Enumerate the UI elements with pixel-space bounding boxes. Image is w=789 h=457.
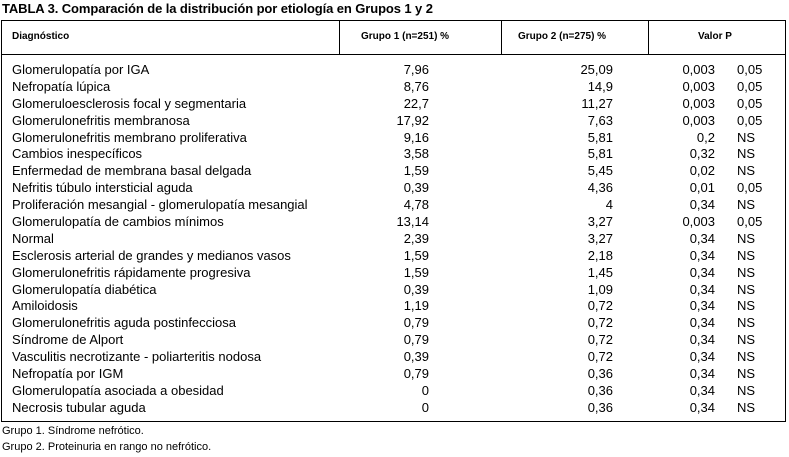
cell-valor-p: 0,34 [689,264,715,280]
cell-valor-p: 0,34 [689,281,715,297]
cell-grupo2: 0,72 [587,349,613,365]
cell-diagnostico: Vasculitis necrotizante - poliarteritis nodosa [12,349,262,365]
cell-diagnostico: Esclerosis arterial de grandes y medianos vasos [12,247,291,263]
cell-diagnostico: Proliferación mesangial - glomerulopatía mesangial [12,197,308,213]
table-row [2,298,785,315]
table-row [2,96,785,113]
cell-diagnostico: Glomeruloesclerosis focal y segmentaria [12,95,247,111]
cell-grupo1: 0,39 [403,180,429,196]
cell-grupo1: 0 [421,399,429,415]
cell-valor-p: 0,34 [689,349,715,365]
cell-diagnostico: Necrosis tubular aguda [12,399,146,415]
table-row [2,146,785,163]
table-row [2,197,785,214]
table-row [2,282,785,299]
cell-significancia: NS [737,197,756,213]
cell-significancia: NS [737,230,756,246]
cell-grupo1: 0,79 [403,315,429,331]
column-divider [501,21,502,55]
cell-grupo1: 1,59 [403,264,429,280]
cell-grupo1: 0 [421,382,429,398]
cell-grupo2: 0,72 [587,332,613,348]
cell-significancia: 0,05 [737,112,763,128]
cell-grupo1: 4,78 [403,197,429,213]
cell-significancia: NS [737,315,756,331]
table-row [2,130,785,147]
cell-diagnostico: Glomerulopatía por IGA [12,62,150,77]
cell-grupo2: 5,45 [587,163,613,179]
cell-significancia: NS [737,129,756,145]
cell-diagnostico: Glomerulopatía de cambios mínimos [12,214,224,230]
cell-grupo1: 0,79 [403,366,429,382]
cell-valor-p: 0,34 [689,197,715,213]
cell-significancia: NS [737,382,756,398]
cell-grupo2: 3,27 [587,230,613,246]
cell-significancia: NS [737,247,756,263]
cell-diagnostico: Cambios inespecíficos [12,146,143,162]
cell-valor-p: 0,32 [689,146,715,162]
cell-grupo2: 0,72 [587,315,613,331]
cell-valor-p: 0,003 [682,78,715,94]
cell-grupo1: 22,7 [403,95,429,111]
table-row [2,248,785,265]
header-valor-p: Valor P [698,31,732,42]
cell-grupo2: 11,27 [581,95,613,111]
header-grupo2: Grupo 2 (n=275) % [518,31,607,42]
cell-diagnostico: Nefritis túbulo intersticial aguda [12,180,193,196]
cell-valor-p: 0,003 [682,112,715,128]
cell-grupo1: 8,76 [403,78,429,94]
cell-significancia: NS [737,264,756,280]
table-title: TABLA 3. Comparación de la distribución por etiología en Grupos 1 y 2 [2,1,433,16]
table-row [2,366,785,383]
cell-grupo2: 5,81 [587,146,613,162]
cell-valor-p: 0,2 [696,129,715,145]
cell-grupo2: 0,36 [587,366,613,382]
cell-valor-p: 0,003 [682,62,715,77]
cell-diagnostico: Nefropatía lúpica [12,78,111,94]
cell-grupo2: 14,9 [587,78,613,94]
cell-diagnostico: Glomerulonefritis membranosa [12,112,190,128]
header-grupo1: Grupo 1 (n=251) % [361,31,450,42]
cell-significancia: 0,05 [737,78,763,94]
table-row [2,163,785,180]
table-row [2,315,785,332]
cell-valor-p: 0,34 [689,399,715,415]
header-diagnostico: Diagnóstico [12,31,70,42]
table-row [2,62,785,79]
cell-diagnostico: Glomerulopatía asociada a obesidad [12,382,224,398]
cell-grupo2: 25,09 [580,62,613,77]
cell-grupo1: 1,19 [403,298,429,314]
cell-valor-p: 0,34 [689,298,715,314]
table-row [2,231,785,248]
cell-diagnostico: Nefropatía por IGM [12,366,124,382]
cell-significancia: NS [737,366,756,382]
cell-grupo2: 1,09 [587,281,613,297]
cell-significancia: 0,05 [737,180,763,196]
cell-grupo1: 3,58 [403,146,429,162]
cell-significancia: NS [737,349,756,365]
table-row [2,180,785,197]
cell-grupo1: 0,79 [403,332,429,348]
cell-significancia: 0,05 [737,62,763,77]
table-row [2,265,785,282]
cell-valor-p: 0,02 [689,163,715,179]
table-row [2,214,785,231]
cell-valor-p: 0,34 [689,230,715,246]
cell-grupo1: 0,39 [403,349,429,365]
table-row [2,400,785,417]
cell-significancia: 0,05 [737,214,763,230]
cell-valor-p: 0,003 [682,214,715,230]
cell-diagnostico: Amiloidosis [12,298,78,314]
cell-grupo1: 2,39 [403,230,429,246]
cell-significancia: NS [737,281,756,297]
cell-grupo2: 0,36 [587,382,613,398]
cell-grupo1: 17,92 [396,112,429,128]
cell-grupo1: 0,39 [403,281,429,297]
cell-diagnostico: Enfermedad de membrana basal delgada [12,163,252,179]
footnote-grupo2: Grupo 2. Proteinuria en rango no nefrótico. [2,441,212,453]
cell-grupo2: 5,81 [587,129,613,145]
cell-valor-p: 0,34 [689,247,715,263]
cell-grupo1: 7,96 [403,62,429,77]
cell-valor-p: 0,003 [682,95,715,111]
cell-grupo2: 3,27 [587,214,613,230]
cell-grupo2: 1,45 [587,264,613,280]
cell-diagnostico: Glomerulonefritis aguda postinfecciosa [12,315,237,331]
column-divider [648,21,649,55]
cell-significancia: NS [737,399,756,415]
table-row [2,332,785,349]
results-table [1,20,786,422]
cell-grupo1: 1,59 [403,247,429,263]
table-row [2,349,785,366]
cell-grupo2: 0,72 [587,298,613,314]
column-divider [339,21,340,55]
table-footnotes [2,423,211,455]
cell-diagnostico: Normal [12,230,54,246]
table-row [2,79,785,96]
cell-grupo2: 4 [605,197,613,213]
cell-diagnostico: Síndrome de Alport [12,332,124,348]
cell-grupo1: 13,14 [396,214,429,230]
footnote-grupo1: Grupo 1. Síndrome nefrótico. [2,425,144,437]
table-row [2,113,785,130]
cell-diagnostico: Glomerulonefritis rápidamente progresiva [12,264,251,280]
cell-significancia: NS [737,298,756,314]
cell-valor-p: 0,34 [689,382,715,398]
cell-valor-p: 0,34 [689,332,715,348]
cell-grupo1: 9,16 [403,129,429,145]
cell-significancia: NS [737,146,756,162]
cell-diagnostico: Glomerulopatía diabética [12,281,157,297]
cell-valor-p: 0,01 [689,180,715,196]
table-body [2,62,785,417]
table-row [2,383,785,400]
cell-significancia: NS [737,163,756,179]
cell-significancia: 0,05 [737,95,763,111]
cell-valor-p: 0,34 [689,366,715,382]
cell-grupo2: 7,63 [587,112,613,128]
cell-grupo2: 4,36 [587,180,613,196]
cell-valor-p: 0,34 [689,315,715,331]
cell-grupo1: 1,59 [403,163,429,179]
cell-grupo2: 0,36 [587,399,613,415]
cell-diagnostico: Glomerulonefritis membrano proliferativa [12,129,247,145]
cell-grupo2: 2,18 [587,247,613,263]
cell-significancia: NS [737,332,756,348]
table-header-row [2,21,785,55]
